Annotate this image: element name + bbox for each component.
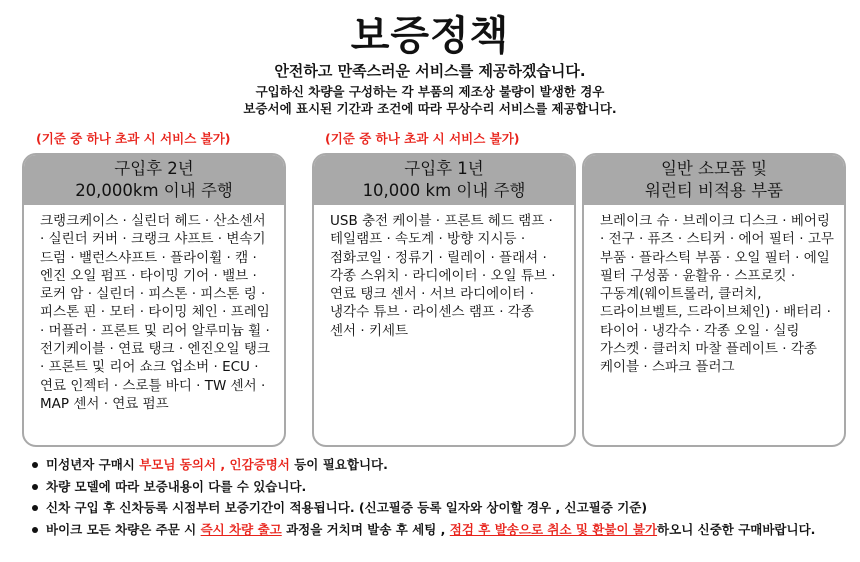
description-line-1: 구입하신 차량을 구성하는 각 부품의 제조상 불량이 발생한 경우 — [255, 84, 605, 99]
card-header — [24, 155, 284, 205]
card-header-period: 구입후 2년 — [114, 159, 194, 178]
description-line-2: 보증서에 표시된 기간과 조건에 따라 무상수리 서비스를 제공합니다. — [243, 101, 617, 116]
card-parts-list: USB 충전 케이블 · 프론트 헤드 램프 · 테일램프 · 속도계 · 방향 지시등 · 점화코일 · 정류기 · 릴레이 · 플래셔 · 각종 스위치 · 라디에이터 · 오일 튜브 · 연료 탱크 센서 · 서브 라디에이터 · 냉각수 튜브 · 라이센스 램프 · 각종 센서 · 키세트 — [330, 213, 556, 339]
note-minor-purchase — [30, 456, 840, 474]
card-header — [584, 155, 844, 205]
card-header — [314, 155, 574, 205]
notes-list — [30, 456, 840, 542]
page-subtitle: 안전하고 만족스러운 서비스를 제공하겠습니다. — [274, 62, 586, 80]
card-header-period: 구입후 1년 — [404, 159, 484, 178]
note-text: 과정을 거치며 발송 후 세팅 , — [281, 521, 450, 537]
note-text: 하오니 신중한 구매바랍니다. — [657, 521, 816, 537]
note-highlight: 점검 후 발송으로 취소 및 환불이 불가 — [449, 521, 658, 537]
page-title: 보증정책 — [350, 13, 510, 59]
note-model-difference: 차량 모델에 따라 보증내용이 다를 수 있습니다. — [30, 478, 840, 496]
note-no-refund — [30, 521, 840, 539]
card-header-mileage: 20,000km 이내 주행 — [75, 181, 233, 200]
warranty-card-consumables — [582, 153, 846, 447]
policy-description — [0, 83, 860, 117]
note-text: 미성년자 구매시 — [46, 457, 140, 472]
card-parts-list: 크랭크케이스 · 실린더 헤드 · 산소센서 · 실린더 커버 · 크랭크 샤프트 · 변속기 드럼 · 밸런스샤프트 · 플라이휠 · 캠 · 엔진 오일 펌프 · 타이밍 기어 · 밸브 · 로커 암 · 실린더 · 피스톤 · 피스톤 링 · 피스톤 핀 · 모터 · 타이밍 체인 · 프레임 · 머플러 · 프론트 및 리어 알루미늄 휠 · 전기케이블 · 연료 탱크 · 엔진오일 탱크 · 프론트 및 리어 쇼크 업소버 · ECU · 연료 인젝터 · 스로틀 바디 · TW 센서 · MAP 센서 · 연료 펌프 — [40, 213, 270, 412]
warranty-card-1year — [312, 153, 576, 447]
card-header-title: 일반 소모품 및 — [660, 159, 768, 178]
card-header-mileage: 10,000 km 이내 주행 — [362, 181, 526, 200]
card-header-subtitle: 워런티 비적용 부품 — [644, 181, 783, 200]
note-text: 등이 필요합니다. — [289, 457, 388, 472]
note-highlight: 즉시 차량 출고 — [200, 521, 282, 537]
warranty-card-2year — [22, 153, 286, 447]
note-warranty-start: 신차 구입 후 신차등록 시점부터 보증기간이 적용됩니다. (신고필증 등록 일자와 상이할 경우 , 신고필증 기준) — [30, 499, 840, 517]
warning-label-card-2: (기준 중 하나 초과 시 서비스 불가) — [325, 131, 520, 146]
card-parts-list: 브레이크 슈 · 브레이크 디스크 · 베어링 · 전구 · 퓨즈 · 스티커 · 에어 필터 · 고무 부품 · 플라스틱 부품 · 오일 필터 · 에일 필터 구성품 · 윤활유 · 스프로킷 · 구동계(웨이트롤러, 클러치, 드라이브벨트, 드라이브체인) · 배터리 · 타이어 · 냉각수 · 각종 오일 · 실링 가스켓 · 클러치 마찰 플레이트 · 각종 케이블 · 스파크 플러그 — [600, 213, 834, 376]
note-text: 바이크 모든 차량은 주문 시 — [46, 521, 201, 537]
warning-label-card-1: (기준 중 하나 초과 시 서비스 불가) — [36, 131, 231, 146]
note-highlight: 부모님 동의서 , 인감증명서 — [139, 457, 290, 472]
